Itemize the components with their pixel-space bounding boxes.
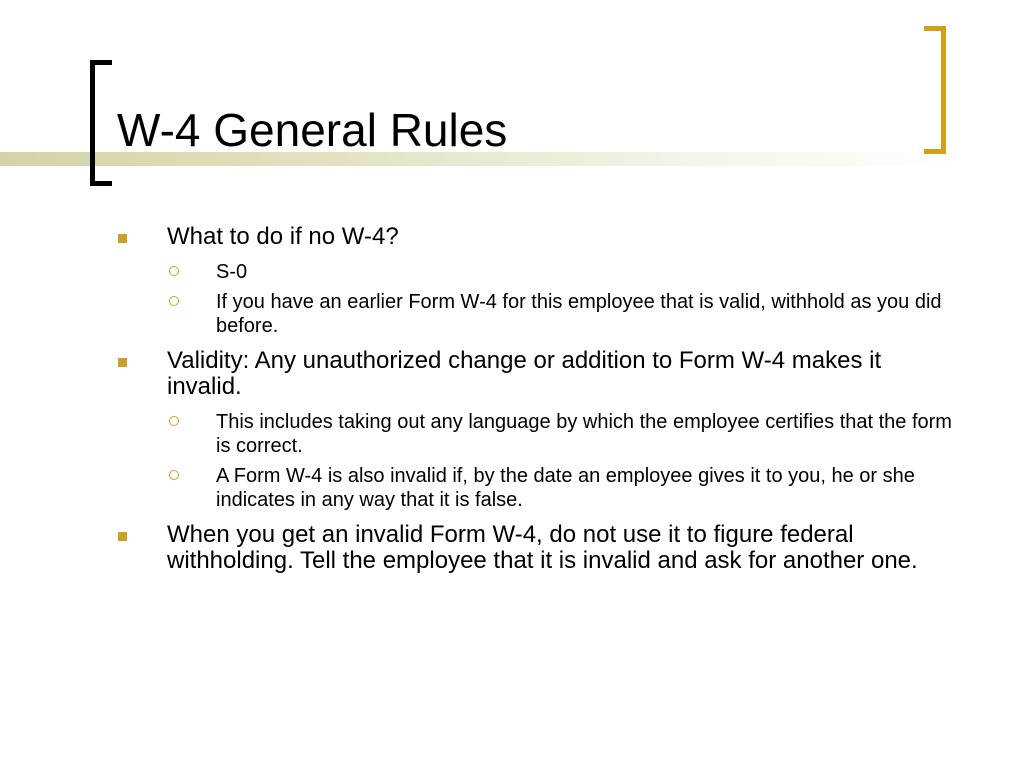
square-bullet-icon bbox=[118, 358, 127, 367]
sub-bullet-text: A Form W-4 is also invalid if, by the date an employee gives it to you, he or she indicates in any way that it is false. bbox=[216, 465, 915, 511]
circle-bullet-icon bbox=[169, 416, 179, 426]
left-bracket-decoration bbox=[90, 60, 112, 186]
slide-content bbox=[118, 224, 958, 584]
square-bullet-icon bbox=[118, 532, 127, 541]
sub-bullet-item bbox=[118, 290, 958, 338]
right-bracket-decoration bbox=[924, 26, 946, 154]
sub-bullet-text: If you have an earlier Form W-4 for this employee that is valid, withhold as you did before. bbox=[216, 291, 942, 337]
bullet-item bbox=[118, 522, 958, 574]
sub-bullet-text: This includes taking out any language by which the employee certifies that the form is correct. bbox=[216, 411, 952, 457]
sub-bullet-item bbox=[118, 464, 958, 512]
bullet-item bbox=[118, 224, 958, 250]
sub-bullet-text: S-0 bbox=[216, 261, 248, 283]
circle-bullet-icon bbox=[169, 470, 179, 480]
sub-bullet-list bbox=[118, 260, 958, 338]
bullet-text: Validity: Any unauthorized change or addition to Form W-4 makes it invalid. bbox=[167, 347, 882, 400]
sub-bullet-item bbox=[118, 260, 958, 284]
square-bullet-icon bbox=[118, 234, 127, 243]
sub-bullet-list bbox=[118, 410, 958, 512]
bullet-item bbox=[118, 348, 958, 400]
circle-bullet-icon bbox=[169, 296, 179, 306]
circle-bullet-icon bbox=[169, 266, 179, 276]
bullet-text: What to do if no W-4? bbox=[167, 223, 399, 250]
sub-bullet-item bbox=[118, 410, 958, 458]
bullet-text: When you get an invalid Form W-4, do not use it to figure federal withholding. Tell the employee that it is invalid and ask for another one. bbox=[167, 521, 918, 574]
slide-title: W-4 General Rules bbox=[117, 104, 508, 156]
